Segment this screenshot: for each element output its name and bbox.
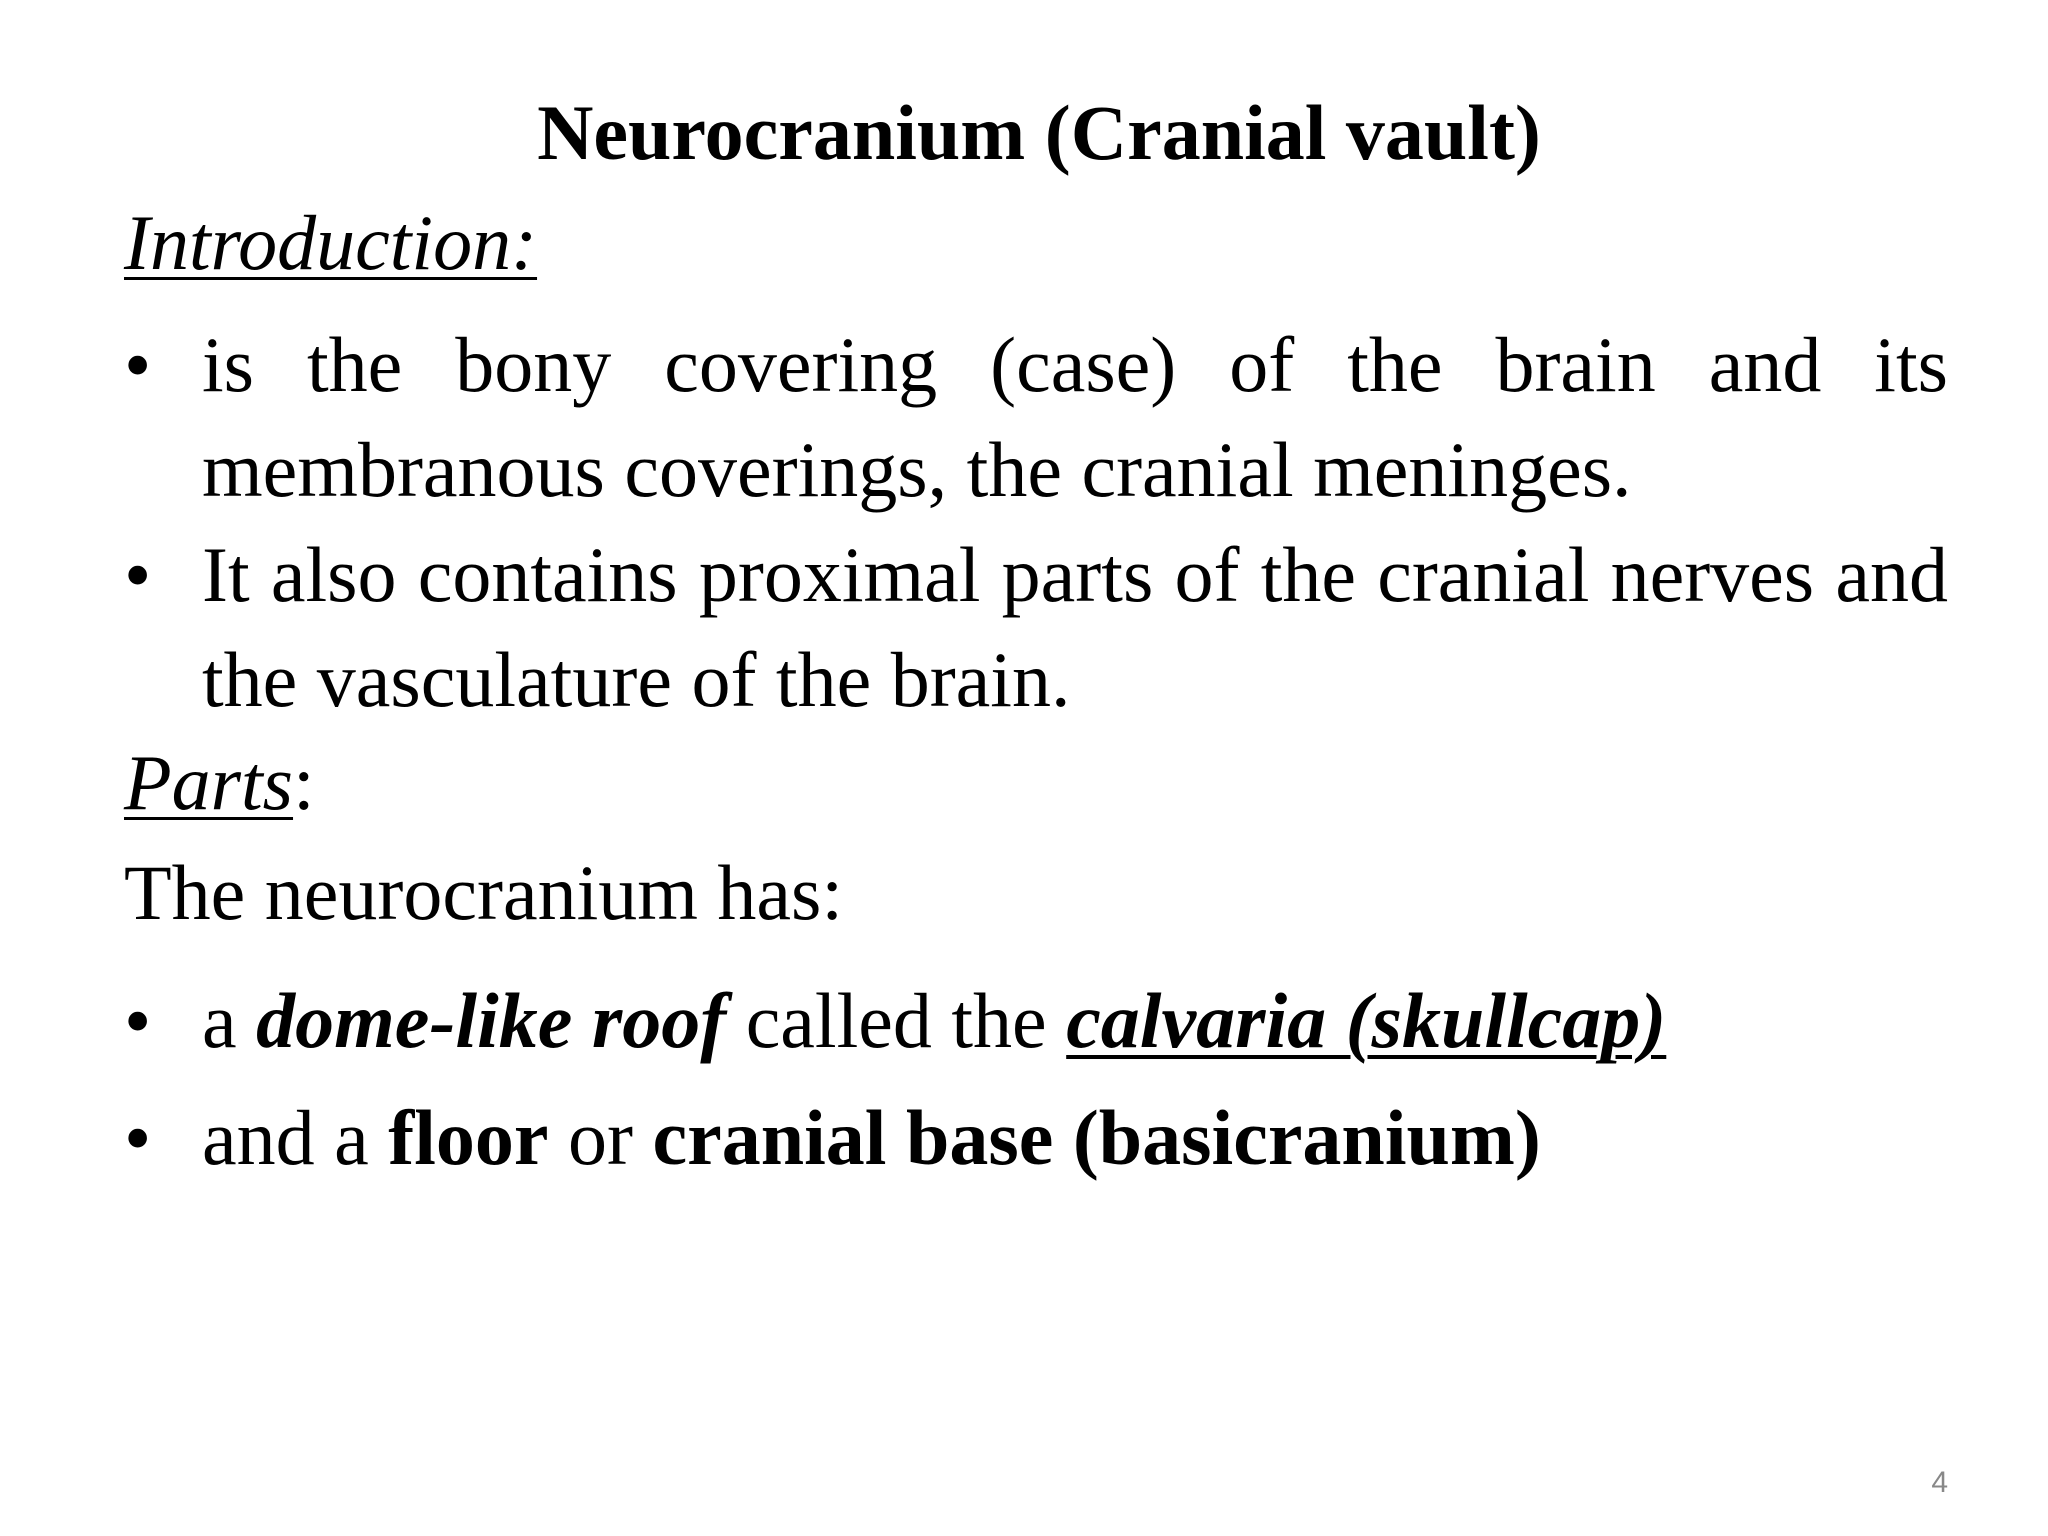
intro-bullet-1 <box>124 312 1948 522</box>
introduction-heading <box>124 200 537 286</box>
parts-intro: The neurocranium has: <box>124 849 844 936</box>
page-number: 4 <box>1931 1466 1948 1499</box>
bullet-icon: • <box>124 1094 152 1181</box>
slide-title: Neurocranium (Cranial vault) <box>537 89 1541 176</box>
bullet-icon: • <box>124 321 152 408</box>
intro-bullet-2-text: It also contains proximal parts of the cranial nerves and the vasculature of the brain. <box>202 531 1948 723</box>
intro-bullet-2 <box>124 522 1948 732</box>
calvaria-term: calvaria (skullcap) <box>1066 977 1667 1064</box>
parts-bullet-1-mid: called the <box>726 977 1067 1064</box>
bullet-icon: • <box>124 977 152 1064</box>
parts-bullet-1-pre: a <box>202 977 257 1064</box>
parts-bullet-2 <box>124 1085 1948 1190</box>
parts-bullet-1 <box>124 968 1948 1073</box>
parts-bullet-2-mid: or <box>548 1094 653 1181</box>
bullet-icon: • <box>124 531 152 618</box>
parts-heading-colon: : <box>293 739 315 826</box>
introduction-heading-text: Introduction: <box>124 199 538 286</box>
intro-bullet-1-text: is the bony covering (case) of the brain and its membranous coverings, the cranial meninges. <box>202 321 1948 513</box>
parts-bullet-1-text <box>202 968 1948 1073</box>
floor-term: floor <box>388 1094 549 1181</box>
parts-heading <box>124 740 315 826</box>
dome-like-roof-term: dome-like roof <box>256 977 727 1064</box>
parts-heading-text: Parts <box>124 739 294 826</box>
parts-bullet-2-pre: and a <box>202 1094 389 1181</box>
cranial-base-term: cranial base (basicranium) <box>652 1094 1541 1181</box>
parts-bullet-2-text <box>202 1085 1948 1190</box>
